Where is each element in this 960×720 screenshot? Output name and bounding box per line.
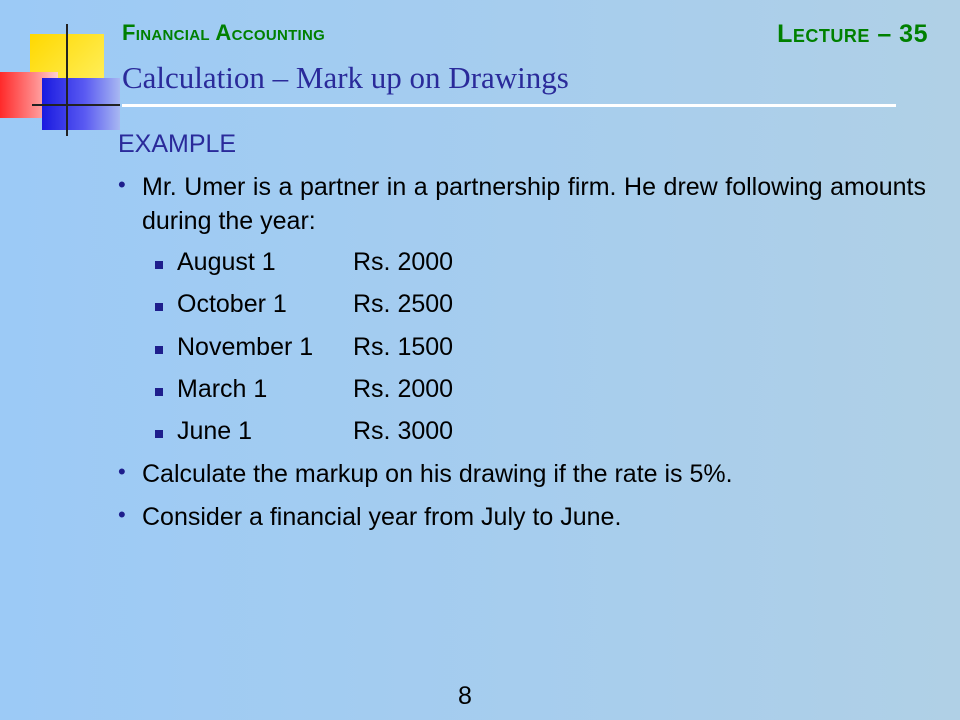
bullet-note [118,500,926,534]
drawing-date: March 1 [177,375,268,403]
bullet-icon: • [118,502,126,527]
corner-decoration [0,0,130,140]
drawing-amount: Rs. 2000 [353,375,454,403]
bullet-icon: • [118,172,126,197]
drawing-date: June 1 [177,417,253,445]
square-bullet-icon [155,388,163,396]
drawing-amount: Rs. 1500 [353,333,454,361]
drawing-amount: Rs. 2500 [353,290,454,318]
title-divider [122,104,896,107]
instruction-text: Calculate the markup on his drawing if the rate is 5%. [142,460,733,488]
bullet-instruction [118,457,926,491]
lecture-number: Lecture – 35 [777,20,928,48]
course-name: Financial Accounting [122,20,326,45]
square-bullet-icon [155,261,163,269]
section-heading: EXAMPLE [118,130,237,158]
horizontal-line [32,104,120,106]
vertical-line [66,24,68,136]
note-text: Consider a financial year from July to June. [142,503,622,531]
drawing-amount: Rs. 2000 [353,248,454,276]
page-number: 8 [458,682,472,710]
intro-text: Mr. Umer is a partner in a partnership firm. He drew following amounts during the year: [142,173,926,235]
square-bullet-icon [155,303,163,311]
drawing-date: August 1 [177,248,276,276]
drawing-date: October 1 [177,290,287,318]
bullet-icon: • [118,459,126,484]
square-bullet-icon [155,346,163,354]
drawing-date: November 1 [177,333,314,361]
square-bullet-icon [155,430,163,438]
drawing-amount: Rs. 3000 [353,417,454,445]
slide-title: Calculation – Mark up on Drawings [122,60,569,95]
bullet-intro [118,170,926,238]
